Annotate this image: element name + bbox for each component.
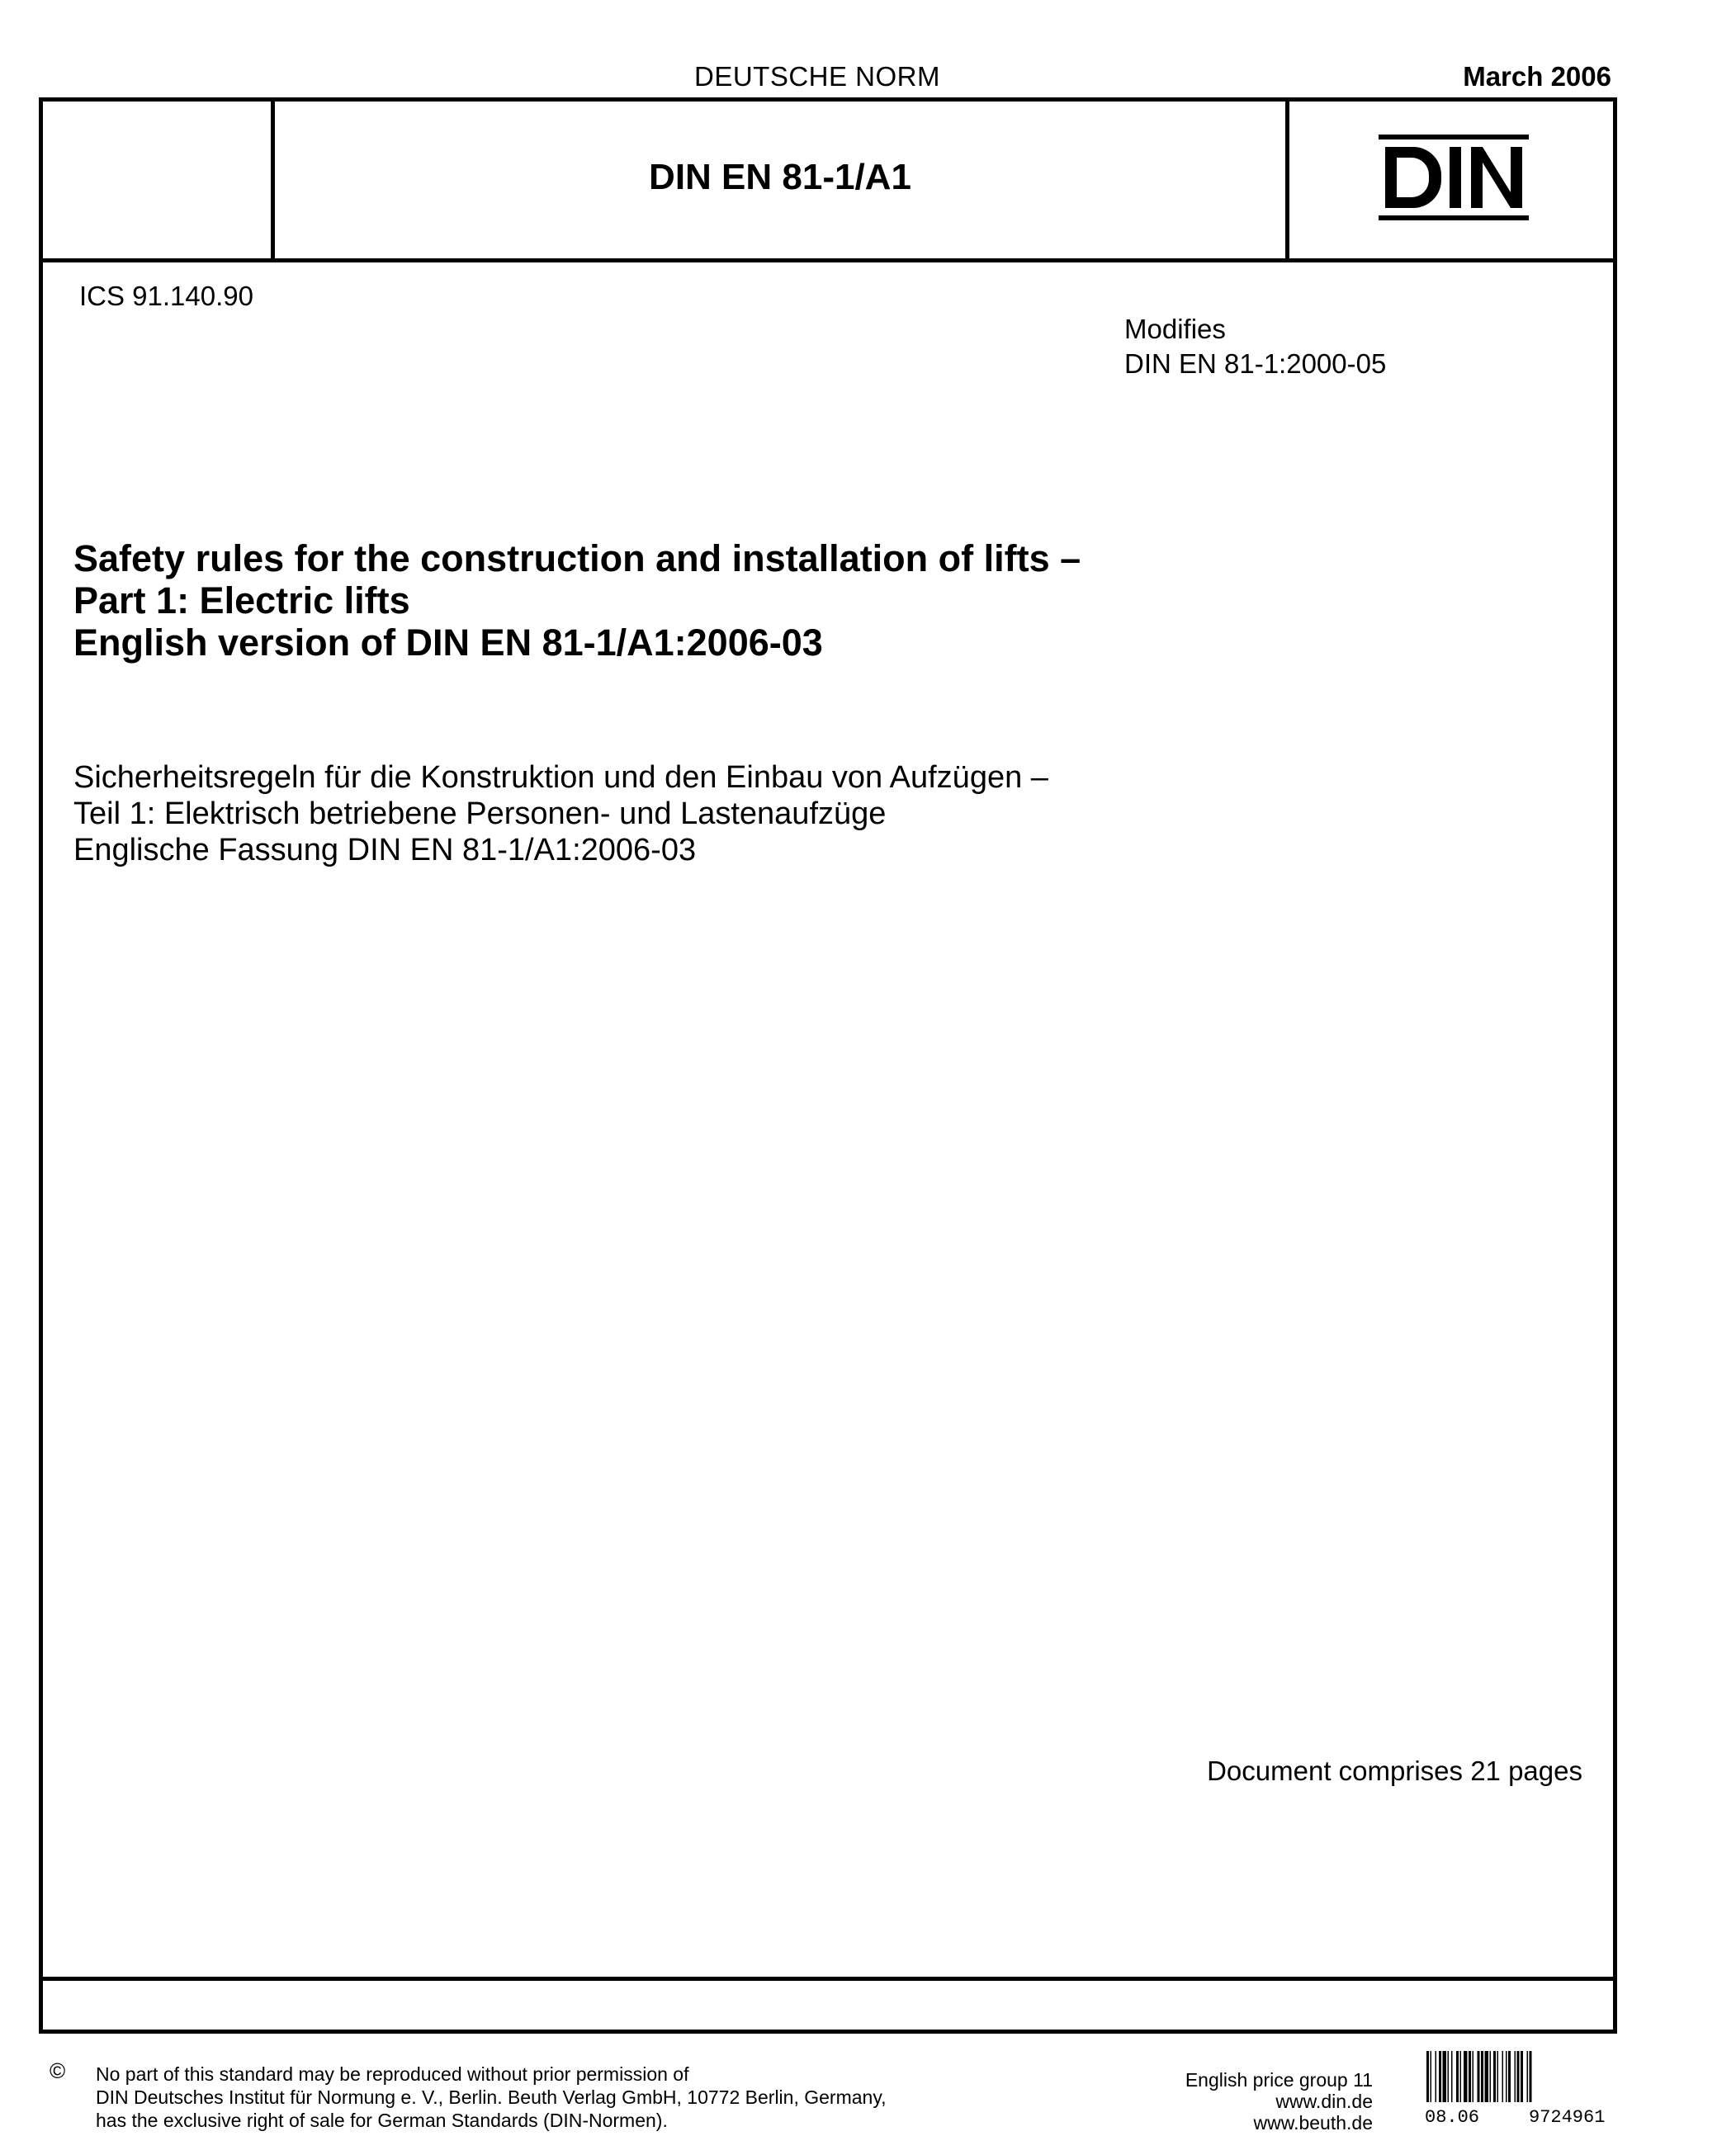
- barcode-bar: [1490, 2051, 1492, 2102]
- barcode-bar: [1469, 2051, 1471, 2102]
- title-german-line: Teil 1: Elektrisch betriebene Personen- und Lastenaufzüge: [73, 796, 887, 831]
- barcode-bar: [1436, 2051, 1437, 2102]
- modifies-reference: DIN EN 81-1:2000-05: [1124, 348, 1387, 379]
- price-group: English price group 11: [1185, 2069, 1373, 2091]
- title-german: [73, 759, 1048, 868]
- copyright-line: No part of this standard may be reproduced without prior permission of: [96, 2063, 689, 2085]
- copyright-line: DIN Deutsches Institut für Normung e. V., Berlin. Beuth Verlag GmbH, 10772 Berlin, Germany,: [96, 2086, 887, 2108]
- title-english-line: Part 1: Electric lifts: [73, 579, 410, 621]
- barcode-bar: [1530, 2051, 1532, 2102]
- barcode-bar: [1464, 2051, 1468, 2102]
- modifies-note: [1124, 312, 1386, 381]
- barcode-date: 08.06: [1425, 2107, 1480, 2128]
- barcode-bar: [1456, 2051, 1459, 2102]
- barcode-bar: [1493, 2051, 1496, 2102]
- barcode-bar: [1439, 2051, 1441, 2102]
- barcode-bar: [1515, 2051, 1516, 2102]
- barcode-bar: [1478, 2051, 1480, 2102]
- ics-code: ICS 91.140.90: [79, 281, 253, 311]
- barcode-bar: [1508, 2051, 1511, 2102]
- page-count: Document comprises 21 pages: [1207, 1756, 1582, 1786]
- header-divider: [39, 258, 1617, 262]
- copyright-icon: ©: [50, 2058, 66, 2083]
- title-german-line: Sicherheitsregeln für die Konstruktion und den Einbau von Aufzügen –: [73, 760, 1048, 795]
- din-website-link[interactable]: www.din.de: [1275, 2091, 1373, 2112]
- barcode-bar: [1521, 2051, 1523, 2102]
- document-number: DIN EN 81-1/A1: [649, 157, 911, 197]
- barcode-bar: [1443, 2051, 1447, 2102]
- title-english-line: English version of DIN EN 81-1/A1:2006-03: [73, 621, 823, 664]
- copyright-line: has the exclusive right of sale for German Standards (DIN-Normen).: [96, 2110, 668, 2131]
- title-english: [73, 537, 1081, 664]
- barcode-bar: [1517, 2051, 1520, 2102]
- barcode-bar: [1506, 2051, 1507, 2102]
- footer-divider: [39, 1977, 1617, 1981]
- header-label: DEUTSCHE NORM: [693, 61, 940, 92]
- beuth-website-link[interactable]: www.beuth.de: [1253, 2112, 1373, 2134]
- barcode-bar: [1431, 2051, 1432, 2102]
- barcode-bar: [1485, 2051, 1489, 2102]
- barcode-bar: [1448, 2051, 1450, 2102]
- copyright-notice: [96, 2063, 887, 2132]
- title-german-line: Englische Fassung DIN EN 81-1/A1:2006-03: [73, 833, 697, 867]
- header-date: March 2006: [1463, 61, 1611, 92]
- modifies-label: Modifies: [1124, 314, 1226, 344]
- barcode-bar: [1473, 2051, 1474, 2102]
- barcode-bar: [1426, 2051, 1429, 2102]
- price-info: [1073, 2069, 1373, 2134]
- barcode-bar: [1481, 2051, 1483, 2102]
- barcode-bar: [1460, 2051, 1462, 2102]
- cover-frame: [39, 97, 1617, 2034]
- barcode-bar: [1497, 2051, 1499, 2102]
- barcode-number: 9724961: [1529, 2107, 1606, 2128]
- din-logo-icon: [1379, 135, 1529, 220]
- barcode-bar: [1502, 2051, 1504, 2102]
- barcode-bar: [1527, 2051, 1529, 2102]
- barcode-bar: [1451, 2051, 1453, 2102]
- barcode-icon: [1426, 2051, 1583, 2105]
- title-english-line: Safety rules for the construction and installation of lifts –: [73, 537, 1081, 579]
